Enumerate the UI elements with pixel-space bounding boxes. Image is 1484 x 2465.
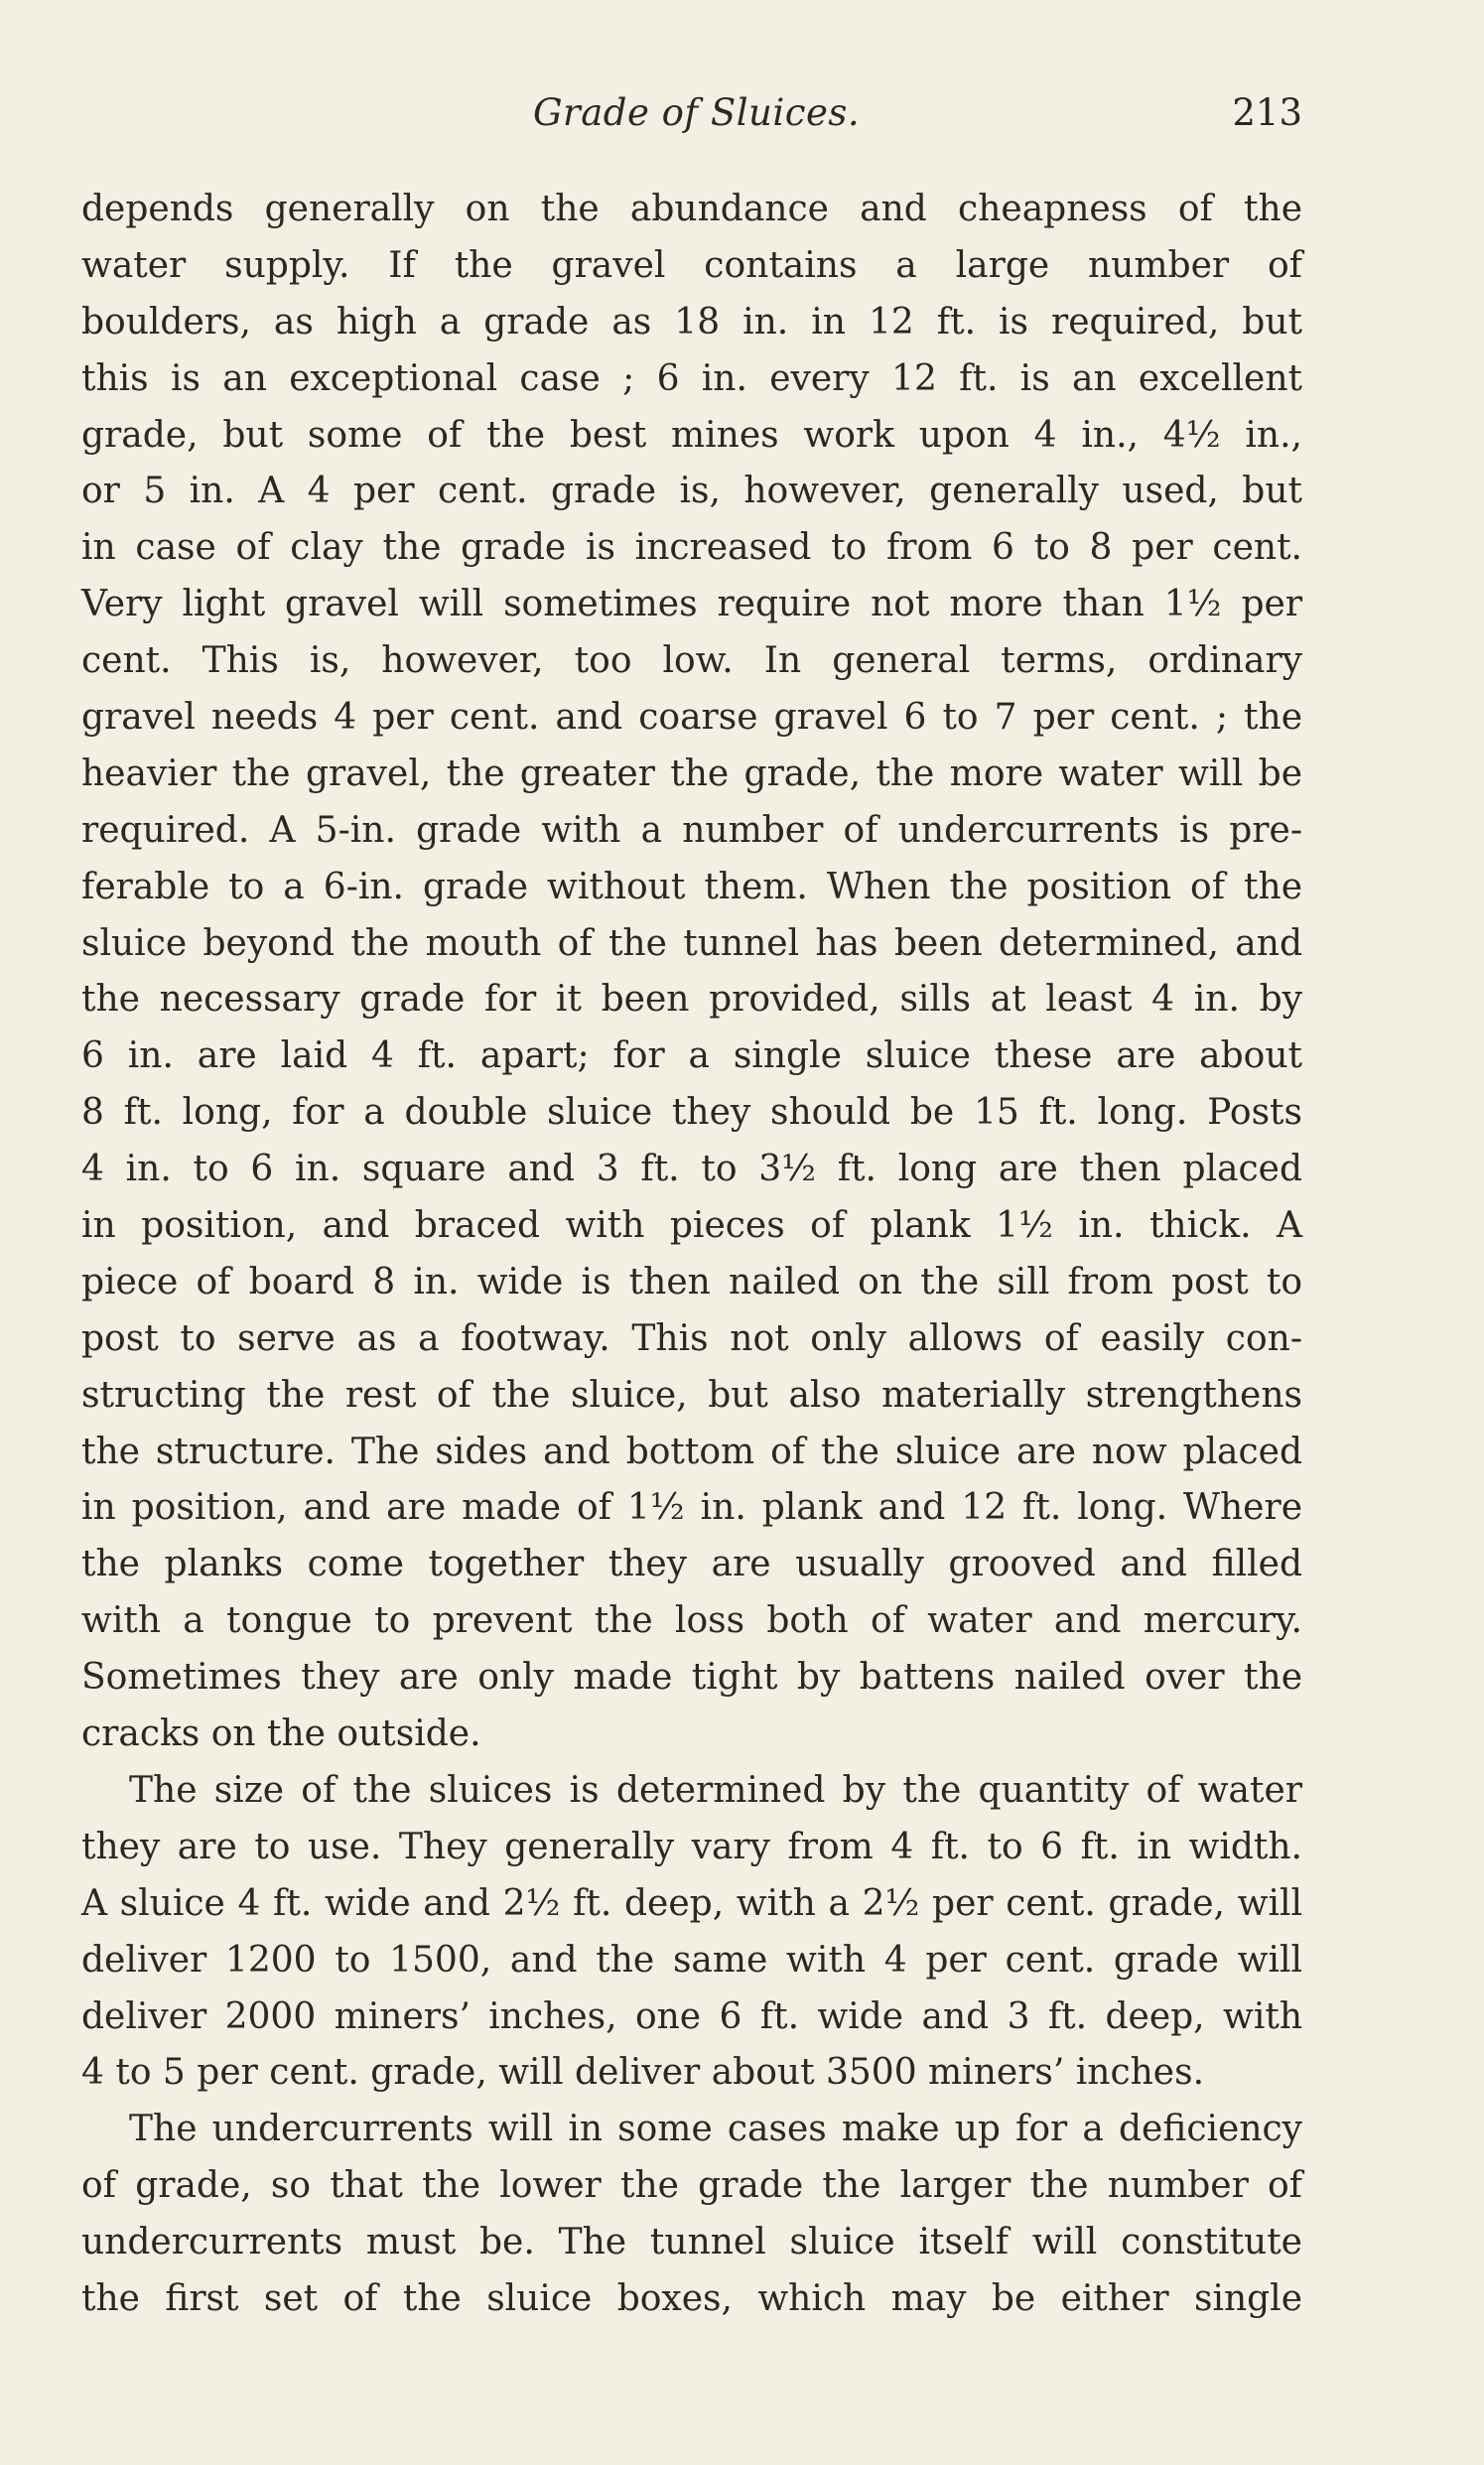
text-line: with a tongue to prevent the loss both of water and mercury. [81,1600,1302,1642]
text-line: gravel needs 4 per cent. and coarse gravel 6 to 7 per cent. ; the [81,697,1302,739]
text-line: ferable to a 6-in. grade without them. When the position of the [81,866,1302,907]
text-line: they are to use. They generally vary from 4 ft. to 6 ft. in width. [81,1826,1302,1867]
text-line: required. A 5-in. grade with a number of undercurrents is pre- [81,809,1302,851]
text-line: deliver 1200 to 1500, and the same with 4 per cent. grade will [81,1939,1302,1981]
text-line: the necessary grade for it been provided, sills at least 4 in. by [81,979,1302,1021]
text-line: undercurrents must be. The tunnel sluice itself will constitute [81,2222,1302,2263]
text-line: 4 to 5 per cent. grade, will deliver about 3500 miners’ inches. [81,2052,1205,2094]
text-line: in position, and braced with pieces of plank 1½ in. thick. A [81,1205,1302,1247]
text-line: structing the rest of the sluice, but also materially strengthens [81,1374,1302,1416]
text-line: cent. This is, however, too low. In general terms, ordinary [81,640,1302,682]
page-number: 213 [1232,91,1302,134]
text-line: cracks on the outside. [81,1713,481,1755]
text-line: boulders, as high a grade as 18 in. in 12 ft. is required, but [81,301,1302,342]
text-line: in position, and are made of 1½ in. plank and 12 ft. long. Where [81,1487,1302,1529]
text-line: grade, but some of the best mines work upon 4 in., 4½ in., [81,414,1302,456]
text-line: The size of the sluices is determined by the quantity of water [129,1769,1302,1811]
text-line: of grade, so that the lower the grade the larger the number of [81,2165,1302,2207]
text-line: sluice beyond the mouth of the tunnel has been determined, and [81,922,1302,964]
text-line: Very light gravel will sometimes require not more than 1½ per [81,584,1302,625]
text-line: depends generally on the abundance and cheapness of the [81,189,1302,229]
text-line: heavier the gravel, the greater the grade, the more water will be [81,753,1302,794]
text-line: deliver 2000 miners’ inches, one 6 ft. wide and 3 ft. deep, with [81,1995,1302,2037]
text-line: Sometimes they are only made tight by battens nailed over the [81,1657,1302,1699]
text-line: A sluice 4 ft. wide and 2½ ft. deep, with a 2½ per cent. grade, will [81,1882,1302,1924]
text-line: the structure. The sides and bottom of the sluice are now placed [81,1431,1302,1472]
text-line: the planks come together they are usually grooved and filled [81,1544,1302,1585]
running-head [81,91,1302,151]
text-line: post to serve as a footway. This not only allows of easily con- [81,1317,1302,1359]
text-line: the first set of the sluice boxes, which may be either single [81,2277,1302,2319]
text-line: 8 ft. long, for a double sluice they should be 15 ft. long. Posts [81,1092,1302,1134]
text-line: 4 in. to 6 in. square and 3 ft. to 3½ ft. long are then placed [81,1149,1302,1190]
text-line: or 5 in. A 4 per cent. grade is, however, generally used, but [81,471,1302,512]
text-line: 6 in. are laid 4 ft. apart; for a single sluice these are about [81,1035,1302,1077]
text-line: this is an exceptional case ; 6 in. every 12 ft. is an excellent [81,357,1302,399]
text-line: water supply. If the gravel contains a large number of [81,244,1302,286]
body-text [81,182,1302,2328]
text-line: piece of board 8 in. wide is then nailed on the sill from post to [81,1261,1302,1302]
running-title: Grade of Sluices. [533,91,861,134]
text-line: The undercurrents will in some cases make up for a deficiency [129,2109,1302,2150]
text-line: in case of clay the grade is increased to from 6 to 8 per cent. [81,527,1302,569]
